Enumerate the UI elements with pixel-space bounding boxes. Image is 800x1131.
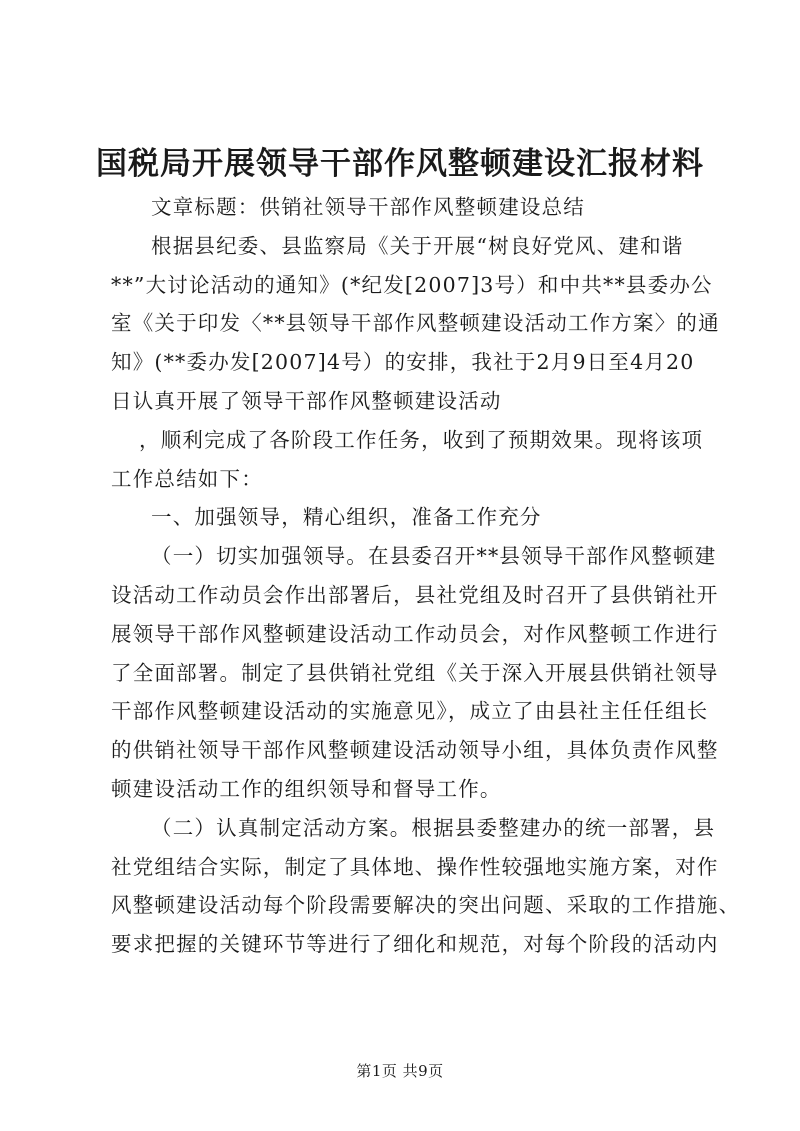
- paragraph-line: 干部作风整顿建设活动的实施意见》，成立了由县社主任任组长: [111, 699, 709, 724]
- section-heading: 一、加强领导，精心组织，准备工作充分: [151, 505, 542, 530]
- page-footer: 第1页 共9页: [356, 1062, 444, 1080]
- paragraph-line: 室《关于印发〈**县领导干部作风整顿建设活动工作方案〉的通: [111, 311, 720, 336]
- paragraph-line: 的供销社领导干部作风整顿建设活动领导小组，具体负责作风整: [111, 738, 719, 763]
- paragraph-line: ，顺利完成了各阶段工作任务，收到了预期效果。现将该项: [139, 427, 704, 452]
- paragraph-line: 设活动工作动员会作出部署后，县社党组及时召开了县供销社开: [111, 582, 719, 607]
- article-title-line: 文章标题：供销社领导干部作风整顿建设总结: [151, 195, 585, 219]
- paragraph-line: 根据县纪委、县监察局《关于开展“树良好党风、建和谐: [151, 233, 684, 258]
- paragraph-line: （一）切实加强领导。在县委召开**县领导干部作风整顿建: [151, 544, 717, 569]
- paragraph-line: 展领导干部作风整顿建设活动工作动员会，对作风整顿工作进行: [111, 621, 719, 646]
- paragraph-line: （二）认真制定活动方案。根据县委整建办的统一部署，县: [151, 815, 716, 840]
- paragraph-line: 知》(**委办发[2007]4号）的安排，我社于2月9日至4月20: [111, 350, 695, 375]
- paragraph-line: 风整顿建设活动每个阶段需要解决的突出问题、采取的工作措施、: [111, 893, 741, 918]
- paragraph-line: 了全面部署。制定了县供销社党组《关于深入开展县供销社领导: [111, 660, 719, 685]
- document-body: [111, 188, 741, 964]
- paragraph-line: 社党组结合实际，制定了具体地、操作性较强地实施方案，对作: [111, 854, 719, 879]
- paragraph-line: **”大讨论活动的通知》(*纪发[2007]3号）和中共**县委办公: [111, 272, 713, 297]
- paragraph-line: 工作总结如下：: [111, 466, 263, 491]
- paragraph-line: 顿建设活动工作的组织领导和督导工作。: [111, 776, 502, 801]
- paragraph-line: 日认真开展了领导干部作风整顿建设活动: [111, 388, 502, 413]
- document-title: 国税局开展领导干部作风整顿建设汇报材料: [96, 146, 704, 182]
- paragraph-line: 要求把握的关键环节等进行了细化和规范，对每个阶段的活动内: [111, 932, 719, 957]
